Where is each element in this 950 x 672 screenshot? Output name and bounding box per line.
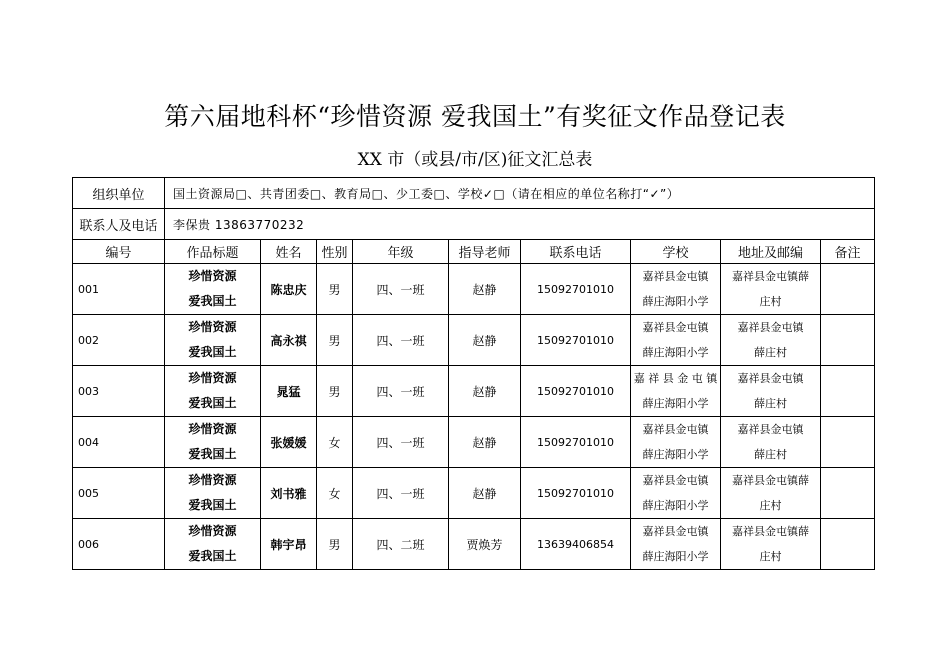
address xyxy=(721,468,821,519)
school-name xyxy=(631,519,721,570)
student-name: 陈忠庆 xyxy=(261,264,317,315)
student-grade: 四、一班 xyxy=(353,468,449,519)
header-row xyxy=(73,240,875,264)
teacher-name: 赵静 xyxy=(449,366,521,417)
entry-title-line1: 珍惜资源 xyxy=(188,473,237,487)
entry-title xyxy=(165,519,261,570)
student-gender: 男 xyxy=(317,315,353,366)
col-header-address: 地址及邮编 xyxy=(721,240,821,264)
address xyxy=(721,417,821,468)
entry-id: 001 xyxy=(73,264,165,315)
student-gender: 男 xyxy=(317,366,353,417)
student-gender: 女 xyxy=(317,468,353,519)
entry-title-line2: 爱我国土 xyxy=(188,396,237,410)
form-subtitle: XX 市（或县/市/区)征文汇总表 xyxy=(357,150,593,170)
contact-phone: 15092701010 xyxy=(521,417,631,468)
col-header-teacher: 指导老师 xyxy=(449,240,521,264)
school-line2: 薛庄海阳小学 xyxy=(642,499,709,512)
contact-phone: 15092701010 xyxy=(521,264,631,315)
entry-id: 002 xyxy=(73,315,165,366)
student-grade: 四、一班 xyxy=(353,417,449,468)
address xyxy=(721,315,821,366)
student-grade: 四、二班 xyxy=(353,519,449,570)
table-row xyxy=(73,315,875,366)
school-line1: 嘉祥县金屯镇 xyxy=(642,321,709,334)
student-grade: 四、一班 xyxy=(353,366,449,417)
address-line1: 嘉祥县金屯镇 xyxy=(737,423,804,436)
address-line2: 薛庄村 xyxy=(754,346,787,359)
col-header-gender: 性别 xyxy=(317,240,353,264)
entry-title-line2: 爱我国土 xyxy=(188,294,237,308)
entry-title-line2: 爱我国土 xyxy=(188,447,237,461)
table-row xyxy=(73,417,875,468)
col-header-id: 编号 xyxy=(73,240,165,264)
entry-title-line2: 爱我国土 xyxy=(188,345,237,359)
school-line1: 嘉祥县金屯镇 xyxy=(642,525,709,538)
school-line2: 薛庄海阳小学 xyxy=(642,295,709,308)
school-line2: 薛庄海阳小学 xyxy=(642,448,709,461)
table-body xyxy=(73,178,875,570)
entry-title-line2: 爱我国土 xyxy=(188,549,237,563)
entry-id: 003 xyxy=(73,366,165,417)
address-line2: 庄村 xyxy=(759,550,782,563)
contact-row xyxy=(73,209,875,240)
student-gender: 男 xyxy=(317,519,353,570)
address xyxy=(721,264,821,315)
contact-label: 联系人及电话 xyxy=(73,209,165,240)
school-line1: 嘉祥县金屯镇 xyxy=(642,270,709,283)
address-line2: 薛庄村 xyxy=(754,397,787,410)
entry-title-line1: 珍惜资源 xyxy=(188,524,237,538)
entry-title xyxy=(165,366,261,417)
student-name: 晁猛 xyxy=(261,366,317,417)
entry-id: 005 xyxy=(73,468,165,519)
school-name xyxy=(631,468,721,519)
school-name xyxy=(631,315,721,366)
school-line2: 薛庄海阳小学 xyxy=(642,550,709,563)
student-name: 韩宇昂 xyxy=(261,519,317,570)
note xyxy=(821,468,875,519)
student-gender: 女 xyxy=(317,417,353,468)
org-options: 国土资源局□、共青团委□、教育局□、少工委□、学校✓□（请在相应的单位名称打“✓”） xyxy=(165,178,875,209)
note xyxy=(821,366,875,417)
student-gender: 男 xyxy=(317,264,353,315)
entry-title-line2: 爱我国土 xyxy=(188,498,237,512)
note xyxy=(821,519,875,570)
student-name: 张媛媛 xyxy=(261,417,317,468)
col-header-name: 姓名 xyxy=(261,240,317,264)
address-line1: 嘉祥县金屯镇 xyxy=(737,372,804,385)
table-row xyxy=(73,366,875,417)
entry-title-line1: 珍惜资源 xyxy=(188,422,237,436)
entry-title xyxy=(165,315,261,366)
teacher-name: 赵静 xyxy=(449,315,521,366)
school-line1: 嘉祥县金屯镇 xyxy=(642,474,709,487)
contact-phone: 13639406854 xyxy=(521,519,631,570)
registration-table xyxy=(72,177,875,570)
teacher-name: 赵静 xyxy=(449,468,521,519)
form-title: 第六届地科杯“珍惜资源 爱我国土”有奖征文作品登记表 xyxy=(164,102,786,131)
school-name xyxy=(631,366,721,417)
entry-id: 006 xyxy=(73,519,165,570)
note xyxy=(821,264,875,315)
address-line1: 嘉祥县金屯镇薛 xyxy=(732,525,809,538)
teacher-name: 赵静 xyxy=(449,264,521,315)
school-name xyxy=(631,417,721,468)
address xyxy=(721,366,821,417)
address xyxy=(721,519,821,570)
entry-title-line1: 珍惜资源 xyxy=(188,371,237,385)
school-line1: 嘉祥县金屯镇 xyxy=(642,423,709,436)
col-header-grade: 年级 xyxy=(353,240,449,264)
col-header-title: 作品标题 xyxy=(165,240,261,264)
col-header-note: 备注 xyxy=(821,240,875,264)
address-line2: 庄村 xyxy=(759,295,782,308)
contact-phone: 15092701010 xyxy=(521,468,631,519)
student-name: 高永祺 xyxy=(261,315,317,366)
table-row xyxy=(73,519,875,570)
entry-id: 004 xyxy=(73,417,165,468)
entry-title xyxy=(165,264,261,315)
org-label: 组织单位 xyxy=(73,178,165,209)
entry-title-line1: 珍惜资源 xyxy=(188,320,237,334)
teacher-name: 赵静 xyxy=(449,417,521,468)
address-line1: 嘉祥县金屯镇薛 xyxy=(732,474,809,487)
org-row xyxy=(73,178,875,209)
note xyxy=(821,417,875,468)
address-line2: 薛庄村 xyxy=(754,448,787,461)
entry-title xyxy=(165,417,261,468)
address-line2: 庄村 xyxy=(759,499,782,512)
contact-phone: 15092701010 xyxy=(521,366,631,417)
student-grade: 四、一班 xyxy=(353,315,449,366)
school-name xyxy=(631,264,721,315)
school-line2: 薛庄海阳小学 xyxy=(642,346,709,359)
col-header-school: 学校 xyxy=(631,240,721,264)
table-row xyxy=(73,468,875,519)
note xyxy=(821,315,875,366)
contact-value: 李保贵 13863770232 xyxy=(165,209,875,240)
student-name: 刘书雅 xyxy=(261,468,317,519)
address-line1: 嘉祥县金屯镇薛 xyxy=(732,270,809,283)
col-header-phone: 联系电话 xyxy=(521,240,631,264)
table-row xyxy=(73,264,875,315)
school-line2: 薛庄海阳小学 xyxy=(642,397,709,410)
school-line1: 嘉 祥 县 金 屯 镇 xyxy=(633,372,718,385)
entry-title-line1: 珍惜资源 xyxy=(188,269,237,283)
contact-phone: 15092701010 xyxy=(521,315,631,366)
teacher-name: 贾焕芳 xyxy=(449,519,521,570)
entry-title xyxy=(165,468,261,519)
address-line1: 嘉祥县金屯镇 xyxy=(737,321,804,334)
student-grade: 四、一班 xyxy=(353,264,449,315)
